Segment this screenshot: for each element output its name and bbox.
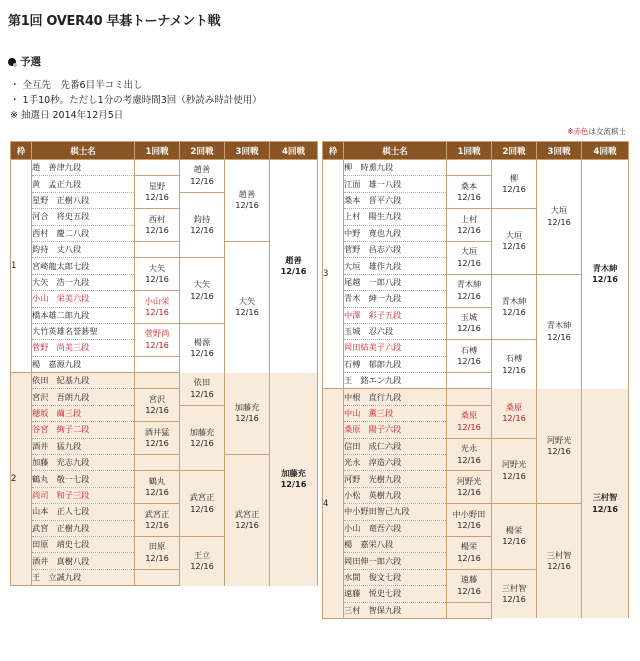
match-date: 12/16 [145, 405, 169, 416]
player-name: 楊 嘉栄八段 [344, 536, 447, 552]
winner-name: 酒井猛 [144, 426, 170, 437]
match-date: 12/16 [280, 479, 307, 490]
go-stones-icon [8, 58, 16, 66]
winner-name: 桑本 [460, 180, 478, 191]
winner-name: 小山栄 [144, 295, 170, 306]
column-header: 4回戦 [582, 142, 629, 160]
rules-list [10, 78, 262, 123]
winner-name: 趙善 [238, 188, 256, 199]
player-name: 酒井 猛九段 [32, 438, 135, 454]
player-name: 大垣 雄作九段 [344, 258, 447, 274]
match-date: 12/16 [145, 274, 169, 285]
player-name: 中山 薫三段 [344, 405, 447, 421]
round-winner-cell [225, 241, 270, 372]
round-winner-cell [135, 258, 180, 291]
player-name: 橋本雄二郎九段 [32, 307, 135, 323]
page-title: 第1回 OVER40 早碁トーナメント戦 [8, 14, 221, 29]
player-name: 小山 竜吾六段 [344, 520, 447, 536]
round-winner-cell [135, 291, 180, 324]
player-name: 趙 善津九段 [32, 160, 135, 176]
player-name: 青木 紳一九段 [344, 291, 447, 307]
player-name: 田原 靖史七段 [32, 536, 135, 552]
match-date: 12/16 [190, 388, 214, 399]
round-winner-cell [135, 504, 180, 537]
column-header: 棋士名 [344, 142, 447, 160]
winner-name: 河野光 [501, 459, 527, 470]
column-header: 2回戦 [492, 142, 537, 160]
match-date: 12/16 [457, 421, 481, 432]
match-date: 12/16 [145, 192, 169, 203]
player-name: 小山 栄美六段 [32, 291, 135, 307]
match-date: 12/16 [145, 307, 169, 318]
round-winner-cell [447, 209, 492, 242]
winner-name: 青木紳 [456, 279, 482, 290]
player-name: 武宮 正樹九段 [32, 520, 135, 536]
round-winner-cell [447, 176, 492, 209]
winner-name: 河野光 [456, 475, 482, 486]
player-row [11, 160, 318, 176]
player-name: 桑原 陽子六段 [344, 422, 447, 438]
player-name: 鶴丸 敬一七段 [32, 471, 135, 487]
round-winner-cell [492, 160, 537, 209]
match-date: 12/16 [145, 339, 169, 350]
winner-name: 柳 [509, 172, 519, 183]
match-date: 12/16 [592, 503, 618, 514]
round-winner-cell [447, 340, 492, 373]
empty-cell [447, 602, 492, 618]
winner-name: 武宮正 [144, 508, 170, 519]
winner-name: 鶴丸 [148, 475, 166, 486]
winner-name: 大矢 [193, 279, 211, 290]
round-winner-cell [447, 307, 492, 340]
player-name: 尾越 一郎八段 [344, 274, 447, 290]
winner-name: 桑原 [505, 401, 523, 412]
player-name: 光永 淳造六段 [344, 455, 447, 471]
winner-name: 楊栄 [460, 541, 478, 552]
round-winner-cell [447, 569, 492, 602]
round-winner-cell [492, 209, 537, 275]
winner-name: 石榑 [505, 353, 523, 364]
winner-name: 大垣 [505, 229, 523, 240]
winner-name: 田原 [148, 541, 166, 552]
round-winner-cell [447, 536, 492, 569]
winner-name: 王立 [193, 549, 211, 560]
match-date: 12/16 [235, 520, 259, 531]
rule-item: ※ 抽選日 2014年12月5日 [10, 110, 124, 121]
match-date: 12/16 [235, 200, 259, 211]
round-winner-cell [225, 160, 270, 242]
final-winner-cell [270, 160, 318, 373]
column-header: 1回戦 [135, 142, 180, 160]
player-name: 河合 将史五段 [32, 209, 135, 225]
round-winner-cell [447, 471, 492, 504]
column-header: 3回戦 [225, 142, 270, 160]
round-winner-cell [537, 160, 582, 275]
bracket-table-right [322, 141, 629, 619]
player-name: 星野 正樹八段 [32, 192, 135, 208]
winner-name: 楊源 [193, 336, 211, 347]
winner-name: 菅野尚 [144, 328, 170, 339]
player-name: 中根 直行九段 [344, 389, 447, 405]
frame-number: 1 [11, 160, 32, 373]
player-name: 桑本 晋平六段 [344, 192, 447, 208]
match-date: 12/16 [457, 454, 481, 465]
round-winner-cell [447, 438, 492, 471]
round-winner-cell [180, 405, 225, 471]
player-name: 鈞持 丈八段 [32, 241, 135, 257]
match-date: 12/16 [145, 520, 169, 531]
winner-name: 大垣 [460, 246, 478, 257]
round-winner-cell [537, 504, 582, 619]
match-date: 12/16 [145, 225, 169, 236]
player-name: 中小野田智己九段 [344, 504, 447, 520]
winner-name: 三村智 [592, 492, 618, 503]
winner-name: 河野光 [546, 434, 572, 445]
player-name: 三村 智保九段 [344, 602, 447, 618]
round-winner-cell [537, 274, 582, 389]
winner-name: 趙善 [193, 164, 211, 175]
winner-name: 上村 [460, 213, 478, 224]
winner-name: 楊栄 [505, 524, 523, 535]
match-date: 12/16 [190, 503, 214, 514]
empty-cell [447, 160, 492, 176]
empty-cell [135, 455, 180, 471]
winner-name: 依田 [193, 377, 211, 388]
winner-name: 桑原 [460, 410, 478, 421]
winner-name: 宮沢 [148, 393, 166, 404]
player-name: 小松 英樹九段 [344, 487, 447, 503]
winner-name: 大垣 [550, 205, 568, 216]
player-name: 水間 俊文七段 [344, 569, 447, 585]
player-name: 中澤 彩子五段 [344, 307, 447, 323]
legend-red-label: ※赤色 [567, 127, 589, 136]
player-name: 菅野 尚美三段 [32, 340, 135, 356]
round-winner-cell [135, 323, 180, 356]
winner-name: 青木紳 [592, 262, 618, 273]
match-date: 12/16 [190, 438, 214, 449]
empty-cell [135, 160, 180, 176]
player-name: 遠藤 悦史七段 [344, 586, 447, 602]
round-winner-cell [135, 471, 180, 504]
round-winner-cell [135, 422, 180, 455]
round-winner-cell [492, 274, 537, 340]
match-date: 12/16 [145, 487, 169, 498]
winner-name: 玉城 [460, 311, 478, 322]
match-date: 12/16 [145, 438, 169, 449]
winner-name: 加藤充 [189, 426, 215, 437]
winner-name: 三村智 [546, 549, 572, 560]
bracket-table-left [10, 141, 318, 586]
match-date: 12/16 [457, 290, 481, 301]
match-date: 12/16 [457, 323, 481, 334]
match-date: 12/16 [190, 225, 214, 236]
player-name: 柳 時熏九段 [344, 160, 447, 176]
player-name: 江面 雄一八段 [344, 176, 447, 192]
final-winner-cell [582, 389, 629, 618]
match-date: 12/16 [457, 552, 481, 563]
empty-cell [447, 389, 492, 405]
winner-name: 大矢 [148, 262, 166, 273]
player-name: 依田 紀基九段 [32, 373, 135, 389]
match-date: 12/16 [457, 356, 481, 367]
winner-name: 大矢 [238, 295, 256, 306]
match-date: 12/16 [502, 470, 526, 481]
empty-cell [135, 356, 180, 372]
round-winner-cell [492, 438, 537, 504]
winner-name: 中小野田 [452, 508, 486, 519]
player-name: 宮崎龍太郎七段 [32, 258, 135, 274]
round-winner-cell [180, 258, 225, 324]
match-date: 12/16 [190, 290, 214, 301]
round-winner-cell [492, 504, 537, 570]
match-date: 12/16 [547, 446, 571, 457]
player-row [11, 373, 318, 389]
round-winner-cell [225, 373, 270, 455]
match-date: 12/16 [235, 307, 259, 318]
match-date: 12/16 [502, 184, 526, 195]
round-winner-cell [180, 192, 225, 258]
round-winner-cell [135, 389, 180, 422]
round-winner-cell [447, 241, 492, 274]
player-name: 山本 正人七段 [32, 504, 135, 520]
round-winner-cell [537, 389, 582, 504]
winner-name: 鈞持 [193, 213, 211, 224]
winner-name: 西村 [148, 213, 166, 224]
round-winner-cell [447, 274, 492, 307]
match-date: 12/16 [457, 192, 481, 203]
match-date: 12/16 [502, 241, 526, 252]
player-name: 石榑 郁郎九段 [344, 356, 447, 372]
legend-text: は女流棋士 [588, 127, 626, 136]
round-winner-cell [180, 373, 225, 406]
winner-name: 石榑 [460, 344, 478, 355]
player-name: 岡田結美子六段 [344, 340, 447, 356]
match-date: 12/16 [502, 307, 526, 318]
round-winner-cell [180, 323, 225, 372]
player-name: 谷宮 絢子二段 [32, 422, 135, 438]
match-date: 12/16 [502, 594, 526, 605]
match-date: 12/16 [547, 216, 571, 227]
section-heading [8, 54, 41, 69]
round-winner-cell [447, 504, 492, 537]
winner-name: 星野 [148, 180, 166, 191]
match-date: 12/16 [502, 413, 526, 424]
winner-name: 青木紳 [501, 295, 527, 306]
round-winner-cell [492, 340, 537, 389]
match-date: 12/16 [145, 552, 169, 563]
frame-number: 3 [323, 160, 344, 389]
frame-number: 2 [11, 373, 32, 586]
player-name: 信田 成仁六段 [344, 438, 447, 454]
match-date: 12/16 [190, 561, 214, 572]
match-date: 12/16 [457, 257, 481, 268]
column-header: 枠 [11, 142, 32, 160]
winner-name: 武宮正 [189, 492, 215, 503]
final-winner-cell [582, 160, 629, 389]
match-date: 12/16 [457, 585, 481, 596]
match-date: 12/16 [547, 561, 571, 572]
player-name: 尚司 和子三段 [32, 487, 135, 503]
player-name: 王 立誠九段 [32, 569, 135, 585]
winner-name: 光永 [460, 443, 478, 454]
winner-name: 三村智 [501, 582, 527, 593]
match-date: 12/16 [457, 225, 481, 236]
header-row [11, 142, 318, 160]
round-winner-cell [492, 389, 537, 438]
column-header: 枠 [323, 142, 344, 160]
round-winner-cell [180, 536, 225, 585]
player-name: 宮沢 吾朗九段 [32, 389, 135, 405]
player-name: 菅野 昌志六段 [344, 241, 447, 257]
round-winner-cell [135, 536, 180, 569]
player-name: 酒井 真樹八段 [32, 553, 135, 569]
round-winner-cell [180, 471, 225, 537]
player-name: 西村 慶二八段 [32, 225, 135, 241]
player-name: 上村 陽生九段 [344, 209, 447, 225]
match-date: 12/16 [190, 348, 214, 359]
match-date: 12/16 [547, 331, 571, 342]
winner-name: 趙善 [285, 254, 302, 265]
player-name: 王 銘エン九段 [344, 373, 447, 389]
round-winner-cell [447, 405, 492, 438]
column-header: 2回戦 [180, 142, 225, 160]
column-header: 4回戦 [270, 142, 318, 160]
column-header: 3回戦 [537, 142, 582, 160]
player-name: 河野 光樹九段 [344, 471, 447, 487]
frame-number: 4 [323, 389, 344, 618]
round-winner-cell [180, 160, 225, 193]
winner-name: 武宮正 [234, 508, 260, 519]
empty-cell [447, 373, 492, 389]
column-header: 1回戦 [447, 142, 492, 160]
match-date: 12/16 [457, 520, 481, 531]
player-name: 大竹英雄名誉碁聖 [32, 323, 135, 339]
player-row [323, 160, 629, 176]
empty-cell [135, 241, 180, 257]
round-winner-cell [492, 569, 537, 618]
player-name: 中野 寛也九段 [344, 225, 447, 241]
player-name: 楊 嘉源九段 [32, 356, 135, 372]
legend-note [567, 126, 626, 137]
match-date: 12/16 [502, 364, 526, 375]
winner-name: 青木紳 [546, 320, 572, 331]
player-name: 加藤 充志九段 [32, 455, 135, 471]
rule-item: ・ 1手10秒。ただし1分の考慮時間3回（秒読み時計使用） [10, 95, 262, 106]
match-date: 12/16 [502, 536, 526, 547]
winner-name: 遠藤 [460, 574, 478, 585]
winner-name: 加藤充 [281, 467, 306, 478]
match-date: 12/16 [235, 413, 259, 424]
column-header: 棋士名 [32, 142, 135, 160]
winner-name: 加藤充 [234, 401, 260, 412]
match-date: 12/16 [190, 175, 214, 186]
player-name: 玉城 忍六段 [344, 323, 447, 339]
player-name: 岡田伸一郎六段 [344, 553, 447, 569]
player-name: 大矢 浩一九段 [32, 274, 135, 290]
round-winner-cell [225, 455, 270, 586]
section-label: 予選 [20, 56, 41, 68]
header-row [323, 142, 629, 160]
match-date: 12/16 [280, 266, 307, 277]
match-date: 12/16 [457, 487, 481, 498]
player-name: 黄 孟正九段 [32, 176, 135, 192]
match-date: 12/16 [592, 274, 618, 285]
final-winner-cell [270, 373, 318, 586]
round-winner-cell [135, 209, 180, 242]
round-winner-cell [135, 176, 180, 209]
empty-cell [135, 373, 180, 389]
player-name: 穂坂 繭三段 [32, 405, 135, 421]
rule-item: ・ 全互先 先番6目半コミ出し [10, 80, 143, 91]
player-row [323, 389, 629, 405]
empty-cell [135, 569, 180, 585]
